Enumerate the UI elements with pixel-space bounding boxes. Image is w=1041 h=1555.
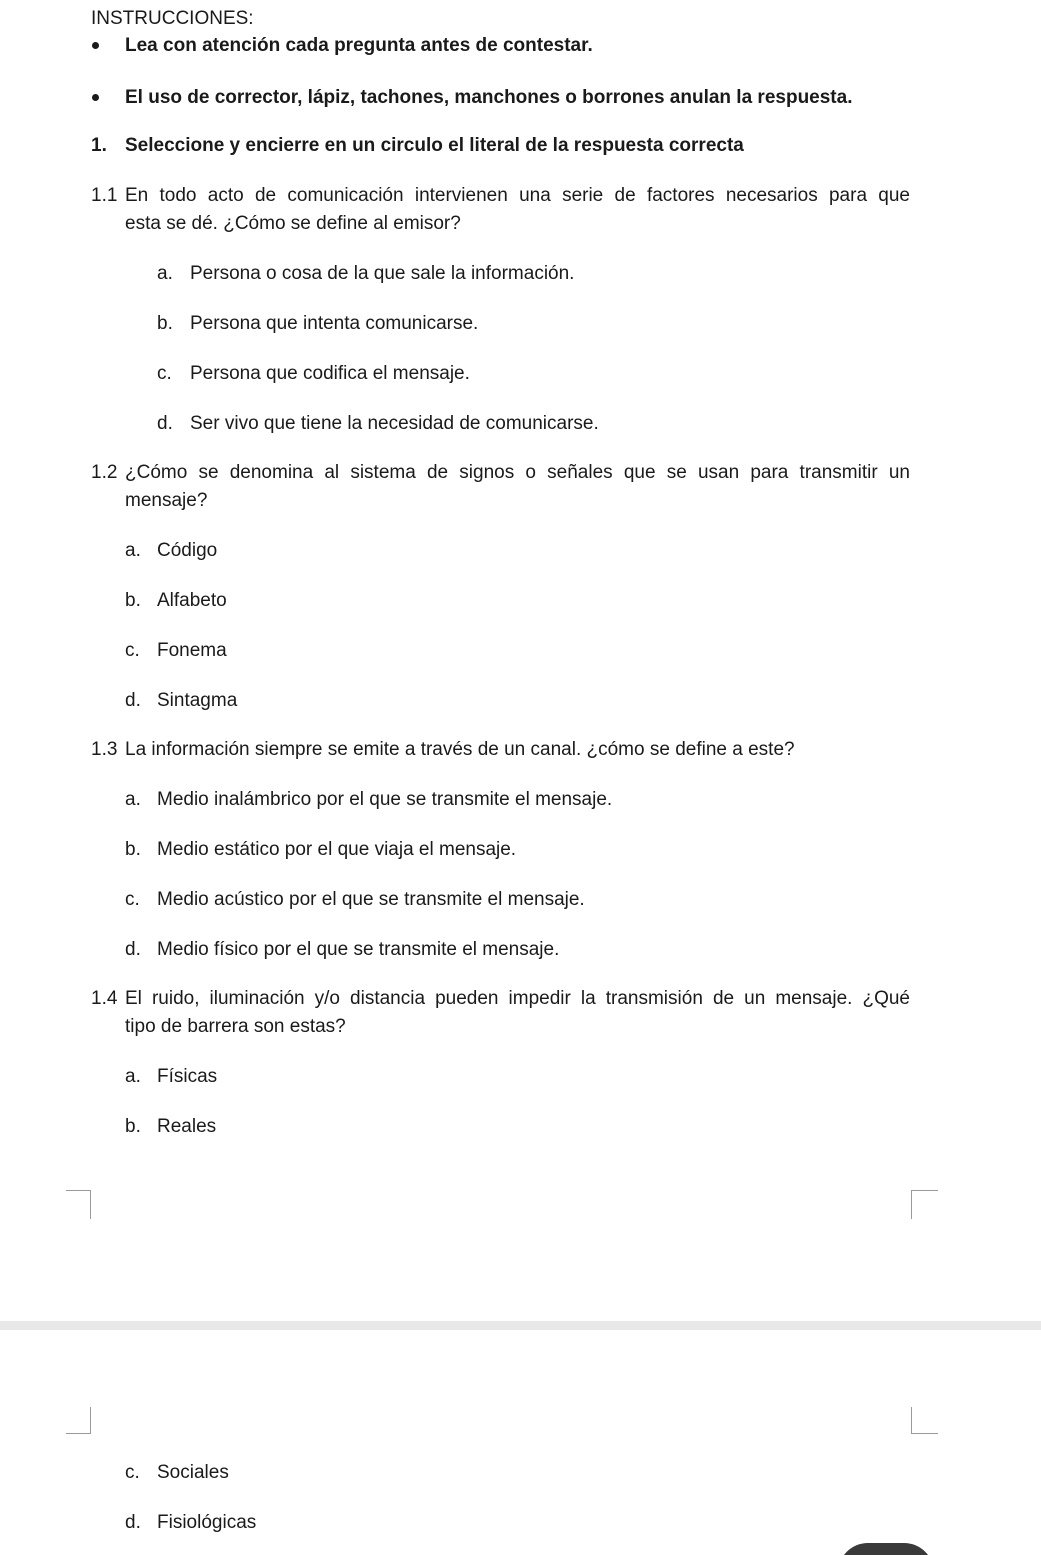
option-letter: a. — [125, 540, 141, 561]
option-letter: d. — [125, 690, 141, 711]
option-text: Alfabeto — [157, 590, 227, 611]
page-break — [0, 1321, 1041, 1330]
question-text: esta se dé. ¿Cómo se define al emisor? — [125, 213, 461, 234]
instructions-heading: INSTRUCCIONES: — [91, 8, 254, 29]
option-letter: b. — [157, 313, 173, 334]
option-letter: a. — [125, 789, 141, 810]
page-margin-marker — [66, 1190, 91, 1219]
option-text: Persona que intenta comunicarse. — [190, 313, 479, 334]
page-margin-marker — [911, 1407, 938, 1434]
option-letter: d. — [125, 1512, 141, 1533]
question-text: En todo acto de comunicación intervienen una serie de factores necesarios para que — [125, 185, 910, 206]
option-letter: c. — [125, 640, 140, 661]
scroll-handle[interactable] — [838, 1543, 934, 1555]
section-number: 1. — [91, 135, 107, 156]
option-text: Reales — [157, 1116, 217, 1137]
option-letter: a. — [125, 1066, 141, 1087]
instruction-item: Lea con atención cada pregunta antes de contestar. — [125, 35, 593, 56]
question-number: 1.4 — [91, 988, 118, 1009]
bullet-icon — [92, 42, 99, 49]
question-text: La información siempre se emite a través de un canal. ¿cómo se define a este? — [125, 739, 795, 760]
option-text: Fonema — [157, 640, 227, 661]
question-number: 1.2 — [91, 462, 118, 483]
option-text: Medio estático por el que viaja el mensaje. — [157, 839, 517, 860]
option-text: Físicas — [157, 1066, 218, 1087]
question-number: 1.1 — [91, 185, 118, 206]
question-number: 1.3 — [91, 739, 118, 760]
option-text: Persona o cosa de la que sale la información. — [190, 263, 575, 284]
option-letter: c. — [125, 889, 140, 910]
option-text: Ser vivo que tiene la necesidad de comunicarse. — [190, 413, 599, 434]
option-text: Persona que codifica el mensaje. — [190, 363, 470, 384]
question-text: mensaje? — [125, 490, 208, 511]
option-text: Fisiológicas — [157, 1512, 257, 1533]
option-letter: d. — [125, 939, 141, 960]
option-letter: c. — [157, 363, 172, 384]
question-text: tipo de barrera son estas? — [125, 1016, 346, 1037]
option-letter: b. — [125, 590, 141, 611]
section-title: Seleccione y encierre en un circulo el literal de la respuesta correcta — [125, 135, 744, 156]
bullet-icon — [92, 94, 99, 101]
option-letter: b. — [125, 1116, 141, 1137]
option-letter: d. — [157, 413, 173, 434]
question-text: El ruido, iluminación y/o distancia pueden impedir la transmisión de un mensaje. ¿Qué — [125, 988, 910, 1009]
option-letter: c. — [125, 1462, 140, 1483]
option-text: Medio inalámbrico por el que se transmite el mensaje. — [157, 789, 613, 810]
page-margin-marker — [66, 1407, 91, 1434]
option-letter: a. — [157, 263, 173, 284]
option-text: Medio físico por el que se transmite el mensaje. — [157, 939, 560, 960]
option-text: Sintagma — [157, 690, 238, 711]
option-text: Sociales — [157, 1462, 229, 1483]
page-margin-marker — [911, 1190, 938, 1219]
question-text: ¿Cómo se denomina al sistema de signos o señales que se usan para transmitir un — [125, 462, 910, 483]
option-text: Código — [157, 540, 218, 561]
option-letter: b. — [125, 839, 141, 860]
instruction-item: El uso de corrector, lápiz, tachones, manchones o borrones anulan la respuesta. — [125, 87, 853, 108]
option-text: Medio acústico por el que se transmite el mensaje. — [157, 889, 585, 910]
